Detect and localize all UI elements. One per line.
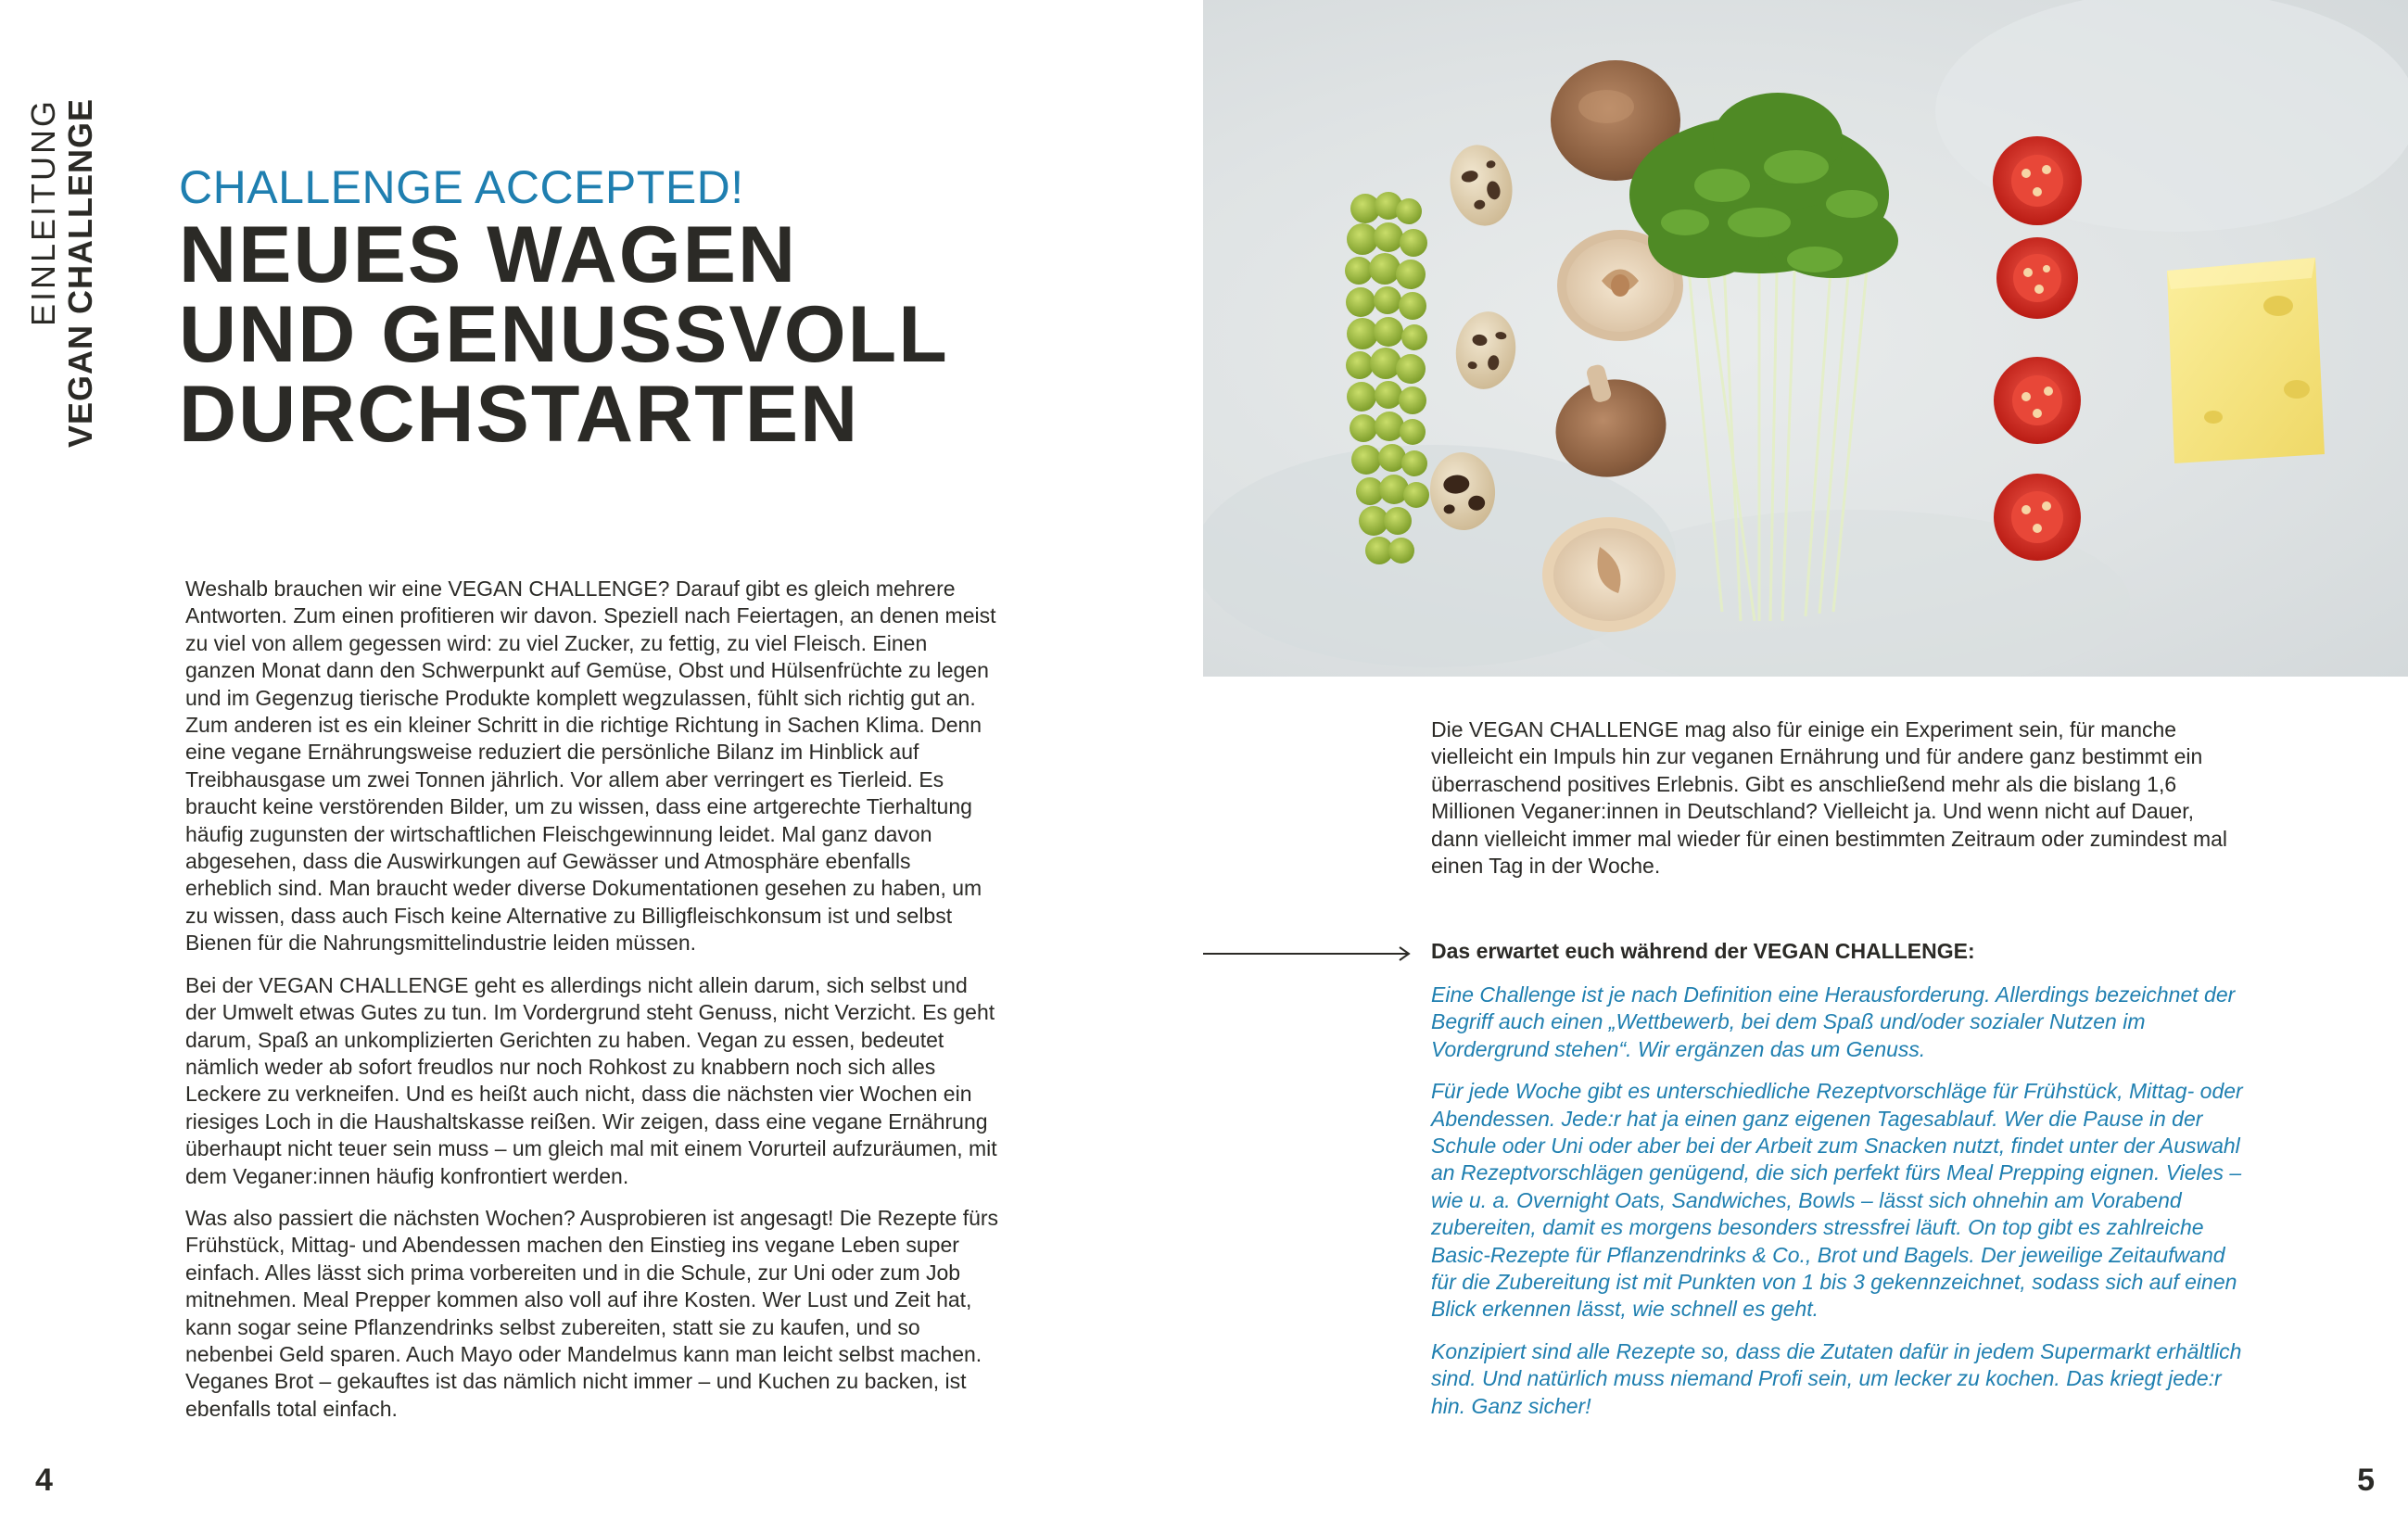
page-number-left: 4 xyxy=(35,1463,53,1498)
arrow-right-icon xyxy=(1203,944,1414,964)
expect-paragraph: Konzipiert sind alle Rezepte so, dass die Zutaten dafür in jedem Supermarkt erhältlich sind. Und natürlich muss niemand Profi sein, um lecker zu kochen. Das kriegt jede:r hin. Ganz sicher! xyxy=(1431,1338,2242,1418)
body-paragraph: Bei der VEGAN CHALLENGE geht es allerdings nicht allein darum, sich selbst und der Umwelt etwas Gutes zu tun. Im Vordergrund steht Genuss, nicht Verzicht. Es geht darum, Spaß an unkomplizierten Gerichten zu haben. Vegan zu essen, bedeutet nämlich weder ab sofort freudlos nur noch Rohkost zu knabbern noch sich alles Leckere zu verkneifen. Und es heißt auch nicht, dass die nächsten vier Wochen ein riesiges Loch in die Haushaltskasse reißen. Wir zeigen, dass eine vegane Ernährung überhaupt nicht teuer sein muss – um gleich mal mit einem Vorurteil aufzuräumen, mit dem Veganer:innen häufig konfrontiert werden. xyxy=(185,972,997,1188)
expect-paragraph: Eine Challenge ist je nach Definition eine Herausforderung. Allerdings bezeichnet der Begriff auch einen „Wettbewerb, bei dem Spaß und/oder sozialer Nutzen im Vordergrund stehen“. Wir ergänzen das um Genuss. xyxy=(1431,982,2236,1061)
ingredients-illustration xyxy=(1203,0,2408,677)
expect-paragraph: Für jede Woche gibt es unterschiedliche Rezeptvorschläge für Frühstück, Mittag- oder Abendessen. Jede:r hat ja einen ganz eigenen Tagesablauf. Wer die Pause in der Schule oder Uni oder aber bei der Arbeit zum Snacken nutzt, findet unter der Auswahl an Rezeptvorschlägen genügend, die sich perfekt fürs Meal Prepping eignen. Vieles – wie u. a. Overnight Oats, Sandwiches, Bowls – lässt sich ohnehin am Vorabend zubereiten, damit es morgens besonders stressfrei läuft. On top gibt es zahlreiche Basic-Rezepte für Pflanzendrinks & Co., Brot und Bagels. Der jeweilige Zeitaufwand für die Zubereitung ist mit Punkten von 1 bis 3 gekennzeichnet, sodass sich auf einen Blick erkennen lässt, wie schnell es geht. xyxy=(1431,1079,2243,1322)
cheese-block xyxy=(2167,258,2325,463)
page-title-line: UND GENUSSVOLL xyxy=(179,290,949,379)
section-label-title: VEGAN CHALLENGE xyxy=(61,98,99,449)
expect-body xyxy=(1431,982,2247,1435)
body-paragraph: Weshalb brauchen wir eine VEGAN CHALLENGE? Darauf gibt es gleich mehrere Antworten. Zum einen profitieren wir davon. Speziell nach Feiertagen, an denen meist zu viel von allem gegessen wird: zu viel Zucker, zu fettig, zu viel Fleisch. Einen ganzen Monat dann den Schwerpunkt auf Gemüse, Obst und Hülsenfrüchte zu legen und im Gegenzug tierische Produkte komplett wegzulassen, fühlt sich richtig gut an. Zum anderen ist es ein kleiner Schritt in die richtige Richtung in Sachen Klima. Denn eine vegane Ernährungsweise reduziert die persönliche Bilanz im Hinblick auf Treibhausgase um zwei Tonnen jährlich. Vor allem aber verringert es Tierleid. Es braucht keine verstörenden Bilder, um zu wissen, dass eine artgerechte Tierhaltung häufig zugunsten der wirtschaftlichen Fleischgewinnung leidet. Mal ganz davon abgesehen, dass die Auswirkungen auf Gewässer und Atmosphäre ebenfalls erheblich sind. Man braucht weder diverse Dokumentationen gesehen zu haben, um zu wissen, dass auch Fisch keine Alternative zu Billigfleischkonsum ist und selbst Bienen für die Nahrungsmittelindustrie leiden müssen. xyxy=(185,576,996,956)
food-ingredients-photo xyxy=(1203,0,2408,677)
expect-heading: Das erwartet euch während der VEGAN CHALLENGE: xyxy=(1431,939,1975,963)
page-title xyxy=(179,210,1013,459)
section-label-einleitung: EINLEITUNG xyxy=(24,98,62,327)
page-title-line: DURCHSTARTEN xyxy=(179,370,860,459)
left-body-text xyxy=(185,576,1001,1438)
section-side-label xyxy=(20,98,104,460)
kicker-heading: CHALLENGE ACCEPTED! xyxy=(179,161,744,213)
body-paragraph: Was also passiert die nächsten Wochen? Ausprobieren ist angesagt! Die Rezepte fürs Frühstück, Mittag- und Abendessen machen den Einstieg ins vegane Leben super einfach. Alles lässt sich prima vorbereiten und in die Schule, zur Uni oder zum Job mitnehmen. Meal Prepper kommen also voll auf ihre Kosten. Wer Lust und Zeit hat, kann sogar seine Pflanzendrinks selbst zubereiten, statt sie zu kaufen, und so nebenbei Geld sparen. Auch Mayo oder Mandelmus kann man leicht selbst machen. Veganes Brot – gekauftes ist das nämlich nicht immer – und Kuchen zu backen, ist ebenfalls total einfach. xyxy=(185,1205,999,1421)
page-title-line: NEUES WAGEN xyxy=(179,210,798,299)
right-intro-text: Die VEGAN CHALLENGE mag also für einige ein Experiment sein, für manche vielleicht ein Impuls hin zur veganen Ernährung und für andere ganz bestimmt ein überraschend positives Erlebnis. Gibt es anschließend mehr als die bislang 1,6 Millionen Veganer:innen in Deutschland? Vielleicht ja. Und wenn nicht auf Dauer, dann vielleicht immer mal wieder für einen bestimmten Zeitraum oder zumindest mal einen Tag in der Woche. xyxy=(1431,717,2228,879)
page-number-right: 5 xyxy=(2357,1463,2375,1498)
cherry-tomatoes xyxy=(1993,136,2082,561)
